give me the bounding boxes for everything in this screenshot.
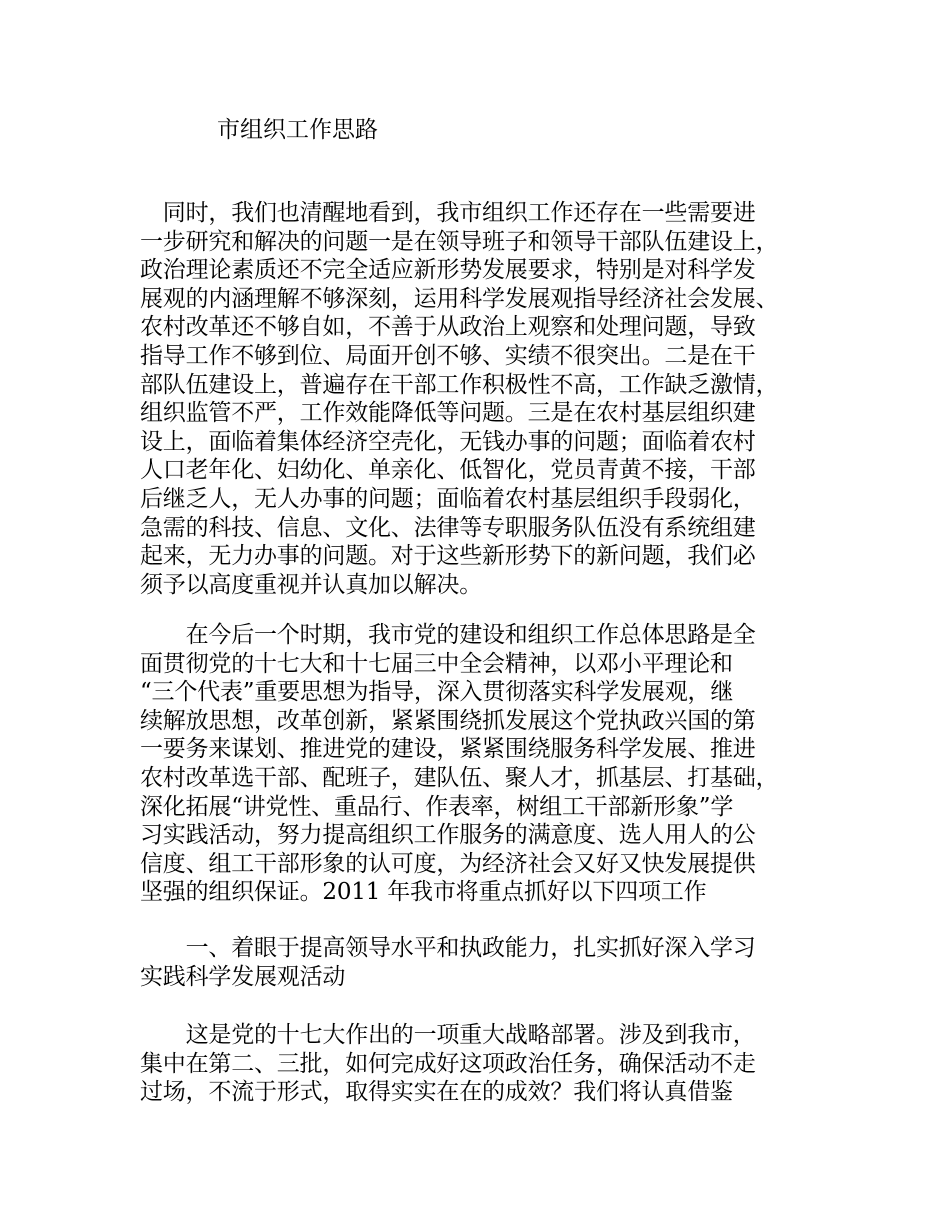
text-line: 一步研究和解决的问题一是在领导班子和领导干部队伍建设上， xyxy=(140,228,779,255)
text-line: 展观的内涵理解不够深刻，运用科学发展观指导经济社会发展、 xyxy=(140,285,779,312)
text-line: 后继乏人，无人办事的问题；面临着农村基层组织手段弱化， xyxy=(140,485,756,512)
text-line: 同时，我们也清醒地看到，我市组织工作还存在一些需要进 xyxy=(140,200,756,226)
text-line: 坚强的组织保证。2011 年我市将重点抓好以下四项工作 xyxy=(140,879,707,906)
document-title: 市组织工作思路 xyxy=(217,117,378,143)
text-line: 起来，无力办事的问题。对于这些新形势下的新问题，我们必 xyxy=(140,543,756,570)
text-line: 设上，面临着集体经济空壳化，无钱办事的问题；面临着农村 xyxy=(140,428,756,455)
text-line: 急需的科技、信息、文化、法律等专职服务队伍没有系统组建 xyxy=(140,514,756,541)
text-line: 一、着眼于提高领导水平和执政能力，扎实抓好深入学习 xyxy=(140,935,756,961)
paragraph-1 xyxy=(140,199,840,599)
text-line: 须予以高度重视并认真加以解决。 xyxy=(140,571,483,598)
paragraph-3 xyxy=(140,934,840,991)
text-line: “三个代表”重要思想为指导，深入贯彻落实科学发展观，继 xyxy=(140,679,734,706)
text-line: 在今后一个时期，我市党的建设和组织工作总体思路是全 xyxy=(140,622,756,648)
text-line: 指导工作不够到位、局面开创不够、实绩不很突出。二是在干 xyxy=(140,342,756,369)
text-line: 人口老年化、妇幼化、单亲化、低智化，党员青黄不接，干部 xyxy=(140,457,756,484)
text-line: 组织监管不严，工作效能降低等问题。三是在农村基层组织建 xyxy=(140,400,756,427)
text-line: 这是党的十七大作出的一项重大战略部署。涉及到我市， xyxy=(140,1022,756,1048)
text-line: 深化拓展“讲党性、重品行、作表率，树组工干部新形象”学 xyxy=(140,793,734,820)
text-line: 习实践活动，努力提高组织工作服务的满意度、选人用人的公 xyxy=(140,822,756,849)
text-line: 部队伍建设上，普遍存在干部工作积极性不高，工作缺乏激情， xyxy=(140,371,779,398)
text-line: 续解放思想，改革创新，紧紧围绕抓发展这个党执政兴国的第 xyxy=(140,707,756,734)
text-line: 集中在第二、三批，如何完成好这项政治任务，确保活动不走 xyxy=(140,1050,756,1077)
paragraph-2 xyxy=(140,621,840,907)
text-line: 实践科学发展观活动 xyxy=(140,963,346,990)
text-line: 一要务来谋划、推进党的建设，紧紧围绕服务科学发展、推进 xyxy=(140,736,756,763)
text-line: 过场，不流于形式，取得实实在在的成效？我们将认真借鉴 xyxy=(140,1079,733,1106)
text-line: 信度、组工干部形象的认可度，为经济社会又好又快发展提供 xyxy=(140,850,756,877)
text-line: 农村改革选干部、配班子，建队伍、聚人才，抓基层、打基础， xyxy=(140,764,779,791)
text-line: 农村改革还不够自如，不善于从政治上观察和处理问题，导致 xyxy=(140,314,756,341)
text-line: 政治理论素质还不完全适应新形势发展要求，特别是对科学发 xyxy=(140,257,756,284)
paragraph-4 xyxy=(140,1021,840,1107)
text-line: 面贯彻党的十七大和十七届三中全会精神，以邓小平理论和 xyxy=(140,650,733,677)
